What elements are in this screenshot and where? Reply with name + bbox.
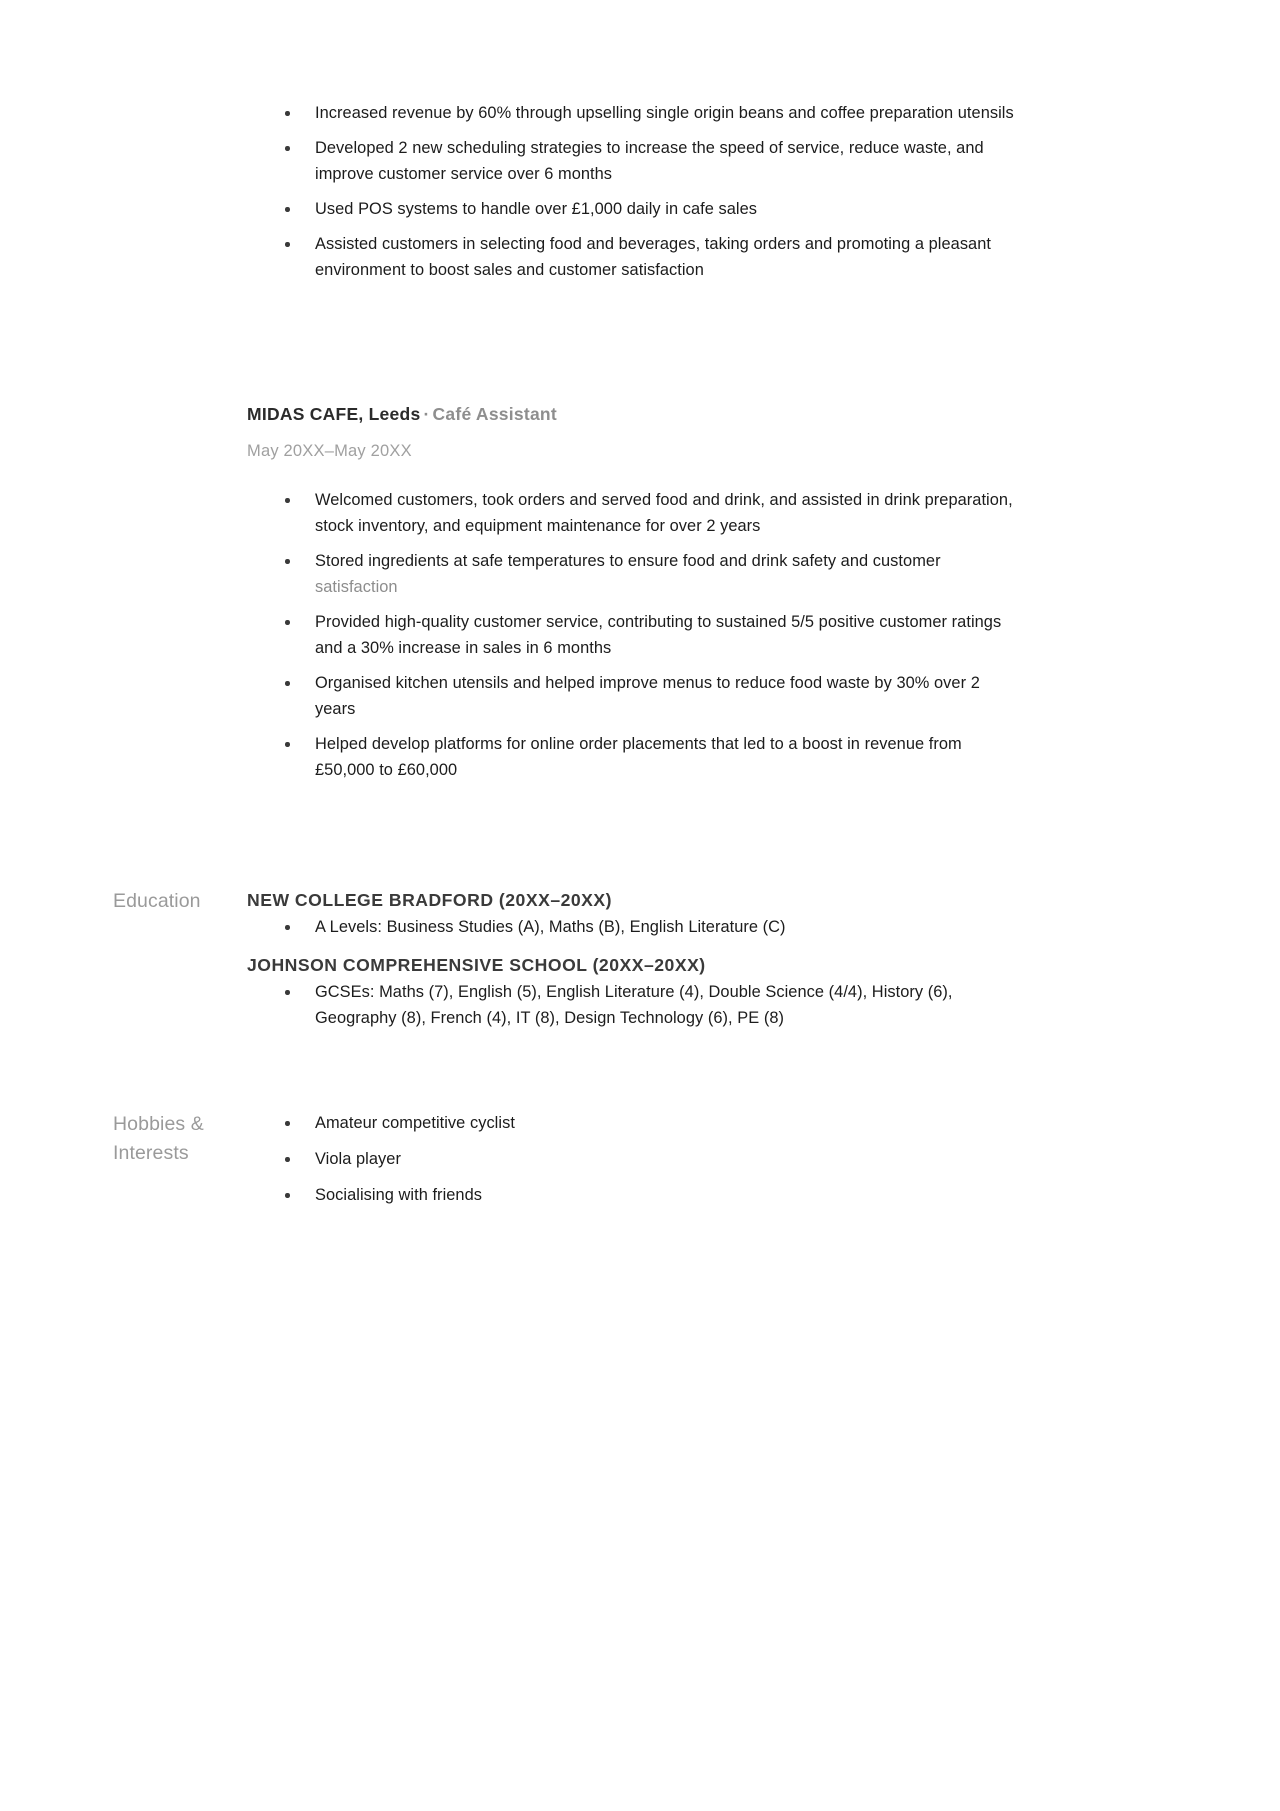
experience-continued-content: [247, 100, 1280, 283]
bullet-text: Viola player: [315, 1150, 401, 1168]
bullet-text: GCSEs: Maths (7), English (5), English Literature (4), Double Science (4/4), History (6), Geography (8), French (4), IT (8), Design Technology (6), PE (8): [315, 983, 953, 1027]
bullet-text: Increased revenue by 60% through upselling single origin beans and coffee preparation utensils: [315, 104, 1014, 122]
job-dates: May 20XX–May 20XX: [247, 442, 412, 460]
job-midas-bullet-list: [247, 487, 1020, 783]
education-bullet-list: [247, 914, 1020, 940]
list-item: [247, 979, 1020, 1031]
list-item: [247, 670, 1020, 722]
list-item: [247, 231, 1020, 283]
bullet-text: Socialising with friends: [315, 1186, 483, 1204]
job-separator-dot: ·: [423, 404, 430, 424]
list-item: [247, 609, 1020, 661]
hobbies-content: [247, 1110, 1280, 1208]
bullet-text: Helped develop platforms for online order placements that led to a boost in revenue from £50,000 to £60,000: [315, 735, 962, 779]
hobbies-section-label: Hobbies & Interests: [113, 1113, 204, 1164]
bullet-text: Organised kitchen utensils and helped improve menus to reduce food waste by 30% over 2 years: [315, 674, 980, 718]
bullet-text: A Levels: Business Studies (A), Maths (B), English Literature (C): [315, 918, 786, 936]
job-employer: MIDAS CAFE, Leeds: [247, 404, 421, 424]
experience-job-midas-section: [0, 402, 1280, 783]
experience-continued-section: [0, 100, 1280, 283]
list-item: [247, 100, 1020, 126]
education-section-label: Education: [113, 890, 201, 912]
bullet-text: Welcomed customers, took orders and served food and drink, and assisted in drink preparation, stock inventory, and equipment maintenance for over 2 years: [315, 491, 1013, 535]
experience-job-midas-content: [247, 402, 1280, 783]
education-school-name: NEW COLLEGE BRADFORD (20XX–20XX): [247, 890, 612, 910]
bullet-text-muted: satisfaction: [315, 578, 398, 596]
hobbies-section: [0, 1110, 1280, 1208]
job-header: [247, 402, 1020, 426]
education-bullet-list: [247, 979, 1020, 1031]
list-item: [247, 731, 1020, 783]
education-entry: [247, 953, 1020, 1031]
list-item: [247, 135, 1020, 187]
education-section: [0, 888, 1280, 1031]
experience-continued-bullet-list: [247, 100, 1020, 283]
hobbies-bullet-list: [247, 1110, 1020, 1208]
list-item: [247, 1110, 1020, 1136]
education-school-name: JOHNSON COMPREHENSIVE SCHOOL (20XX–20XX): [247, 955, 706, 975]
bullet-text: Amateur competitive cyclist: [315, 1114, 515, 1132]
list-item: [247, 1182, 1020, 1208]
job-title: Café Assistant: [432, 404, 557, 424]
list-item: [247, 196, 1020, 222]
list-item: [247, 487, 1020, 539]
bullet-text: Assisted customers in selecting food and beverages, taking orders and promoting a pleasant environment to boost sales and customer satisfaction: [315, 235, 991, 279]
list-item: [247, 1146, 1020, 1172]
bullet-text: Used POS systems to handle over £1,000 daily in cafe sales: [315, 200, 758, 218]
education-entry: [247, 888, 1020, 940]
list-item: [247, 548, 1020, 600]
bullet-text: Developed 2 new scheduling strategies to increase the speed of service, reduce waste, and improve customer service over 6 months: [315, 139, 984, 183]
education-content: [247, 888, 1280, 1031]
bullet-text: Stored ingredients at safe temperatures to ensure food and drink safety and customer: [315, 552, 941, 570]
list-item: [247, 914, 1020, 940]
bullet-text: Provided high-quality customer service, contributing to sustained 5/5 positive customer ratings and a 30% increase in sales in 6 months: [315, 613, 1002, 657]
